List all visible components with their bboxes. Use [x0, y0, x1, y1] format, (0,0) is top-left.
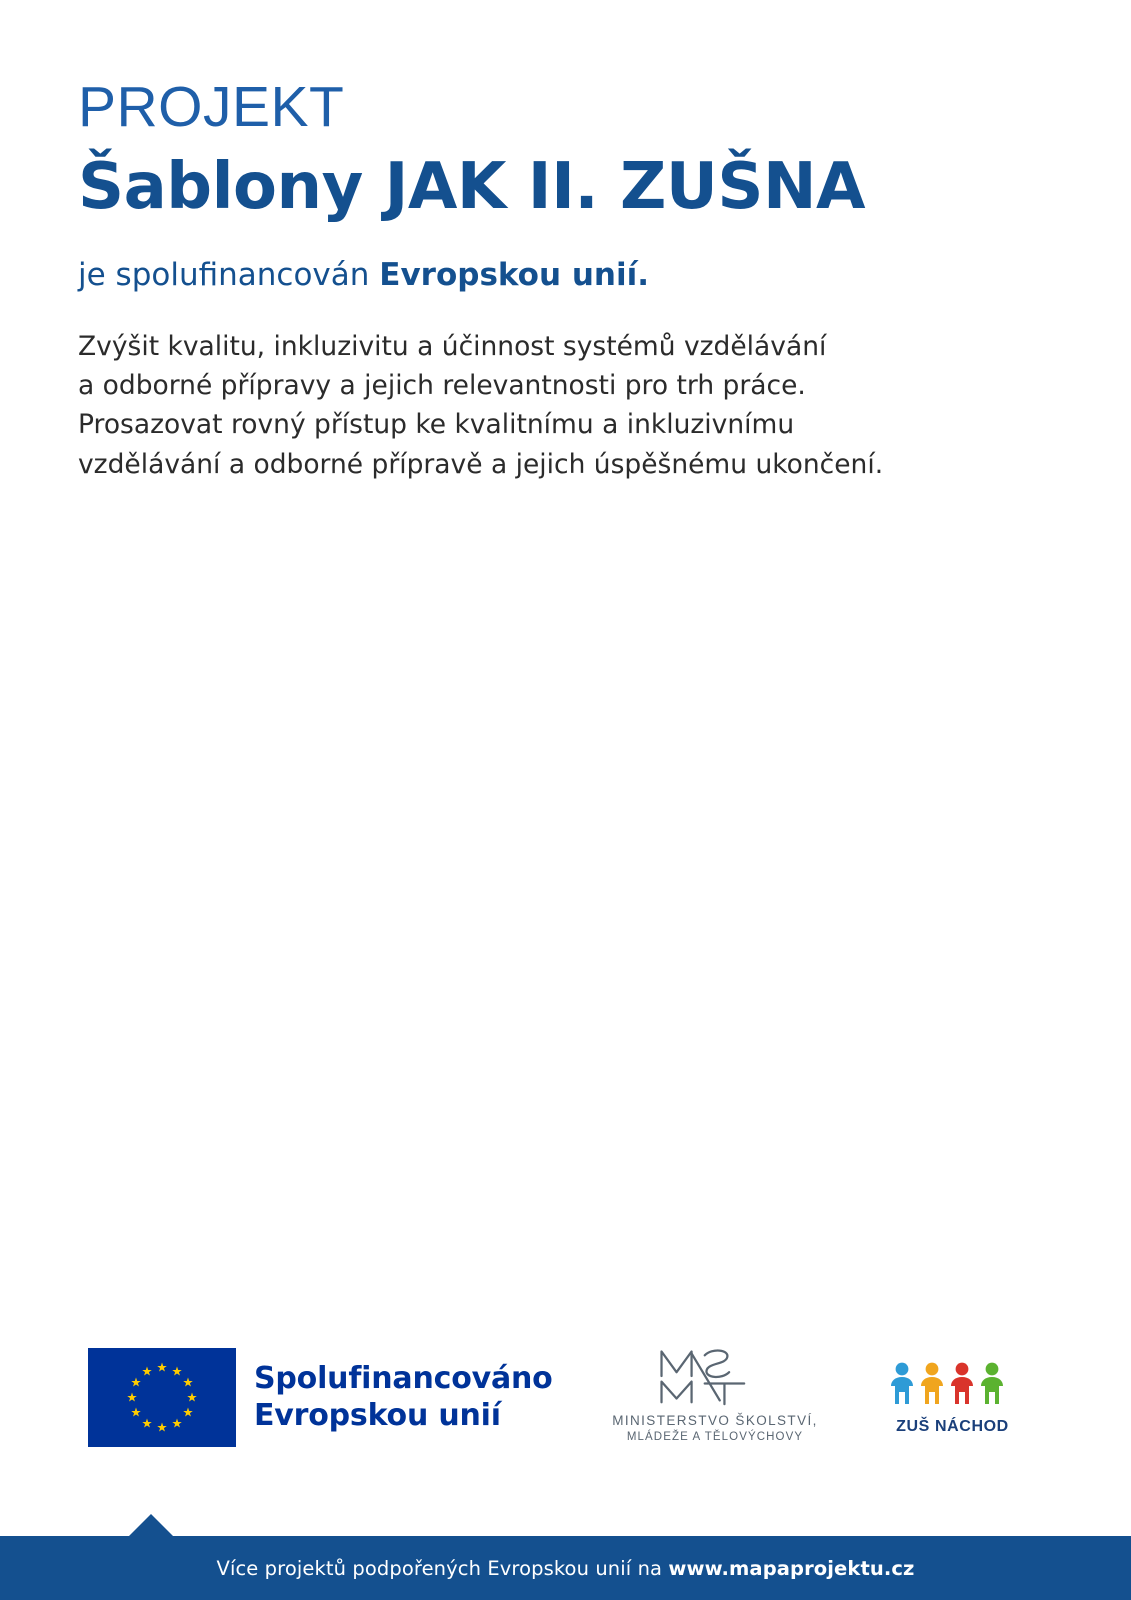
bottom-bar-notch: [129, 1514, 173, 1536]
msmt-text: [600, 1412, 830, 1446]
bottom-bar-label: Více projektů podpořených Evropskou unií na: [216, 1556, 669, 1580]
zus-nachod-logo: [885, 1356, 1020, 1436]
bottom-bar-url[interactable]: www.mapaprojektu.cz: [668, 1556, 915, 1580]
zus-label: ZUŠ NÁCHOD: [896, 1418, 1009, 1435]
msmt-monogram-icon: [654, 1344, 776, 1406]
project-description: [78, 327, 1018, 484]
description-line: vzdělávání a odborné přípravě a jejich úspěšnému ukončení.: [78, 448, 884, 480]
eu-claim-text: [254, 1361, 553, 1434]
header-block: [78, 75, 1038, 484]
eu-flag-icon: [88, 1348, 236, 1447]
project-kicker: PROJEKT: [78, 75, 345, 139]
bottom-bar: [0, 1536, 1131, 1600]
zus-figures-icon: [885, 1356, 1020, 1412]
bottom-bar-text: [217, 1557, 915, 1580]
logo-strip: [0, 1340, 1131, 1460]
msmt-logo: [600, 1344, 830, 1446]
description-line: a odborné přípravy a jejich relevantnosti pro trh práce.: [78, 370, 806, 402]
msmt-line1: MINISTERSTVO ŠKOLSTVÍ,: [612, 1413, 818, 1428]
funding-statement-strong: Evropskou unií.: [379, 257, 650, 294]
page-title: Šablony JAK II. ZUŠNA: [78, 149, 866, 224]
description-line: Prosazovat rovný přístup ke kvalitnímu a inkluzivnímu: [78, 409, 795, 441]
funding-statement-prefix: je spolufinancován: [78, 257, 380, 294]
eu-claim-line1: Spolufinancováno: [254, 1360, 553, 1396]
msmt-line2: MLÁDEŽE A TĚLOVÝCHOVY: [626, 1431, 804, 1444]
funding-statement: [78, 256, 1038, 295]
description-line: Zvýšit kvalitu, inkluzivitu a účinnost systémů vzdělávání: [78, 330, 827, 362]
eu-claim-line2: Evropskou unií: [254, 1397, 501, 1433]
eu-cofunding-logo: [88, 1348, 553, 1447]
